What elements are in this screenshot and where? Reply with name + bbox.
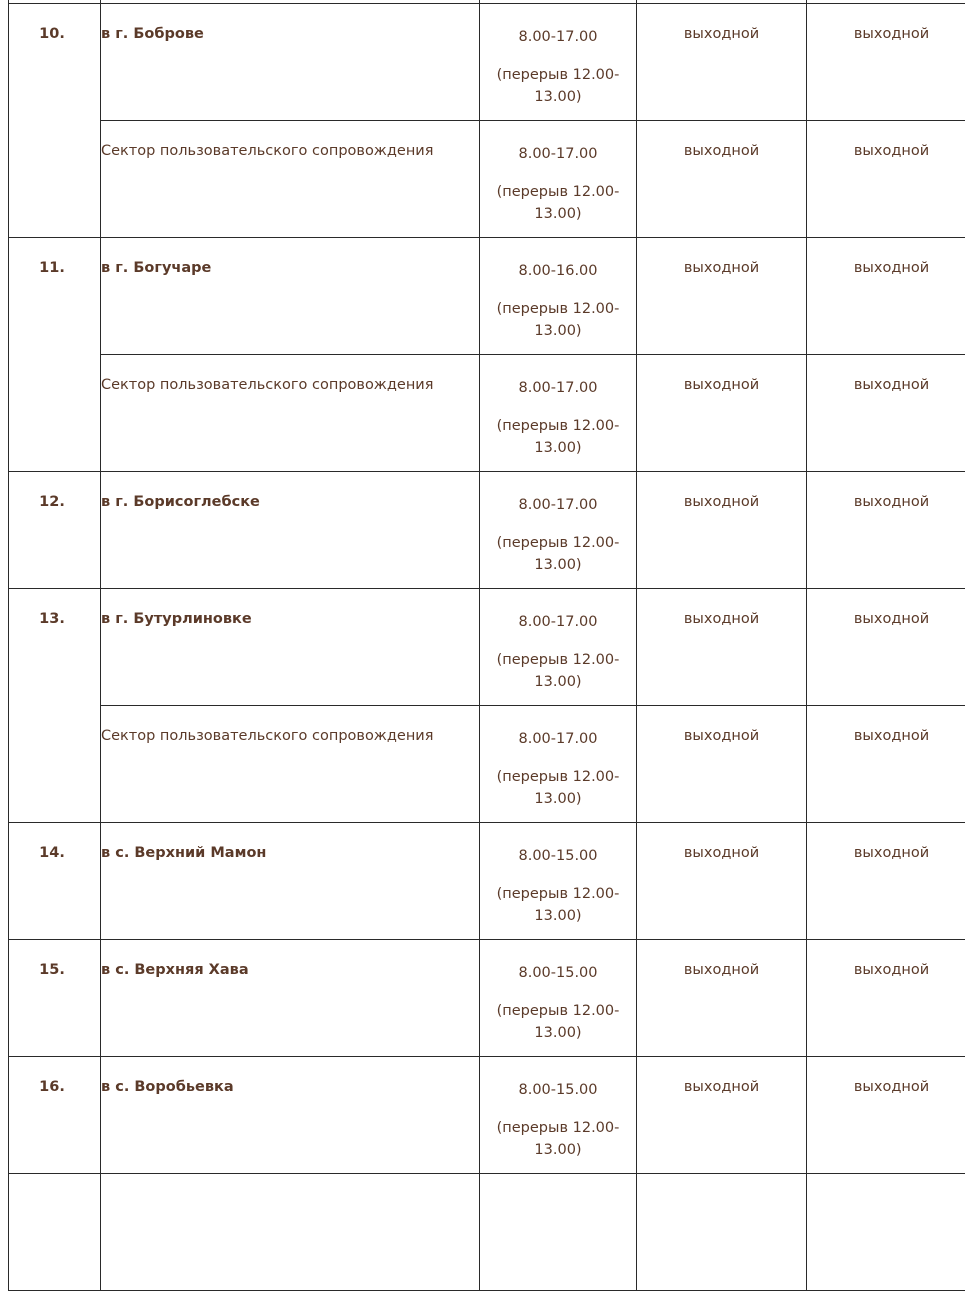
- row-number-cell: [9, 823, 101, 940]
- table-row: [9, 706, 965, 823]
- weekday-hours-cell: [480, 823, 637, 940]
- sunday-hours: выходной: [807, 1057, 965, 1174]
- table-row: [9, 589, 965, 706]
- office-name: в с. Воробьевка: [101, 1057, 480, 1174]
- working-hours: 8.00-17.00: [480, 377, 636, 399]
- office-name: в г. Бутурлиновке: [101, 589, 480, 706]
- office-name: в г. Боброве: [101, 4, 480, 121]
- office-name: Сектор пользовательского сопровождения: [101, 355, 480, 472]
- working-hours: 8.00-16.00: [480, 260, 636, 282]
- office-name: в г. Борисоглебске: [101, 472, 480, 589]
- table-row: [9, 472, 965, 589]
- saturday-hours: выходной: [637, 355, 807, 472]
- sunday-hours: выходной: [807, 4, 965, 121]
- saturday-hours: выходной: [637, 1057, 807, 1174]
- working-hours: 8.00-15.00: [480, 962, 636, 984]
- row-number: 16.: [39, 1079, 65, 1095]
- row-number: 15.: [39, 962, 65, 978]
- break-hours: (перерыв 12.00-13.00): [480, 181, 636, 225]
- break-hours: (перерыв 12.00-13.00): [480, 532, 636, 576]
- working-hours: 8.00-15.00: [480, 1079, 636, 1101]
- row-number: 10.: [39, 26, 65, 42]
- weekday-hours-cell: [480, 121, 637, 238]
- sunday-hours: выходной: [807, 238, 965, 355]
- row-number: 12.: [39, 494, 65, 510]
- saturday-hours: выходной: [637, 472, 807, 589]
- saturday-hours: выходной: [637, 121, 807, 238]
- break-hours: (перерыв 12.00-13.00): [480, 1000, 636, 1044]
- weekday-hours-cell: [480, 4, 637, 121]
- table-row: [9, 4, 965, 121]
- row-number-cell: [9, 238, 101, 472]
- row-number-cell: [9, 589, 101, 823]
- table-cell: [101, 1174, 480, 1291]
- saturday-hours: выходной: [637, 238, 807, 355]
- saturday-hours: выходной: [637, 940, 807, 1057]
- office-name: в г. Богучаре: [101, 238, 480, 355]
- weekday-hours-cell: [480, 355, 637, 472]
- break-hours: (перерыв 12.00-13.00): [480, 415, 636, 459]
- working-hours: 8.00-15.00: [480, 845, 636, 867]
- break-hours: (перерыв 12.00-13.00): [480, 766, 636, 810]
- office-name: Сектор пользовательского сопровождения: [101, 121, 480, 238]
- break-hours: (перерыв 12.00-13.00): [480, 649, 636, 693]
- table-cell: [9, 1174, 101, 1291]
- saturday-hours: выходной: [637, 823, 807, 940]
- weekday-hours-cell: [480, 589, 637, 706]
- row-number-cell: [9, 940, 101, 1057]
- break-hours: (перерыв 12.00-13.00): [480, 64, 636, 108]
- row-number-cell: [9, 1057, 101, 1174]
- sunday-hours: выходной: [807, 121, 965, 238]
- table-row: [9, 940, 965, 1057]
- sunday-hours: выходной: [807, 940, 965, 1057]
- table-row: [9, 238, 965, 355]
- working-hours: 8.00-17.00: [480, 611, 636, 633]
- row-number-cell: [9, 4, 101, 238]
- row-number: 13.: [39, 611, 65, 627]
- saturday-hours: выходной: [637, 706, 807, 823]
- working-hours: 8.00-17.00: [480, 143, 636, 165]
- table-row-partial: [9, 1174, 965, 1291]
- sunday-hours: выходной: [807, 706, 965, 823]
- row-number: 11.: [39, 260, 65, 276]
- working-hours: 8.00-17.00: [480, 728, 636, 750]
- working-hours: 8.00-17.00: [480, 494, 636, 516]
- table-cell: [480, 1174, 637, 1291]
- working-hours: 8.00-17.00: [480, 26, 636, 48]
- row-number: 14.: [39, 845, 65, 861]
- saturday-hours: выходной: [637, 589, 807, 706]
- table-cell: [637, 1174, 807, 1291]
- sunday-hours: выходной: [807, 823, 965, 940]
- office-name: в с. Верхняя Хава: [101, 940, 480, 1057]
- table-row: [9, 823, 965, 940]
- table-cell: [807, 1174, 965, 1291]
- table-row: [9, 355, 965, 472]
- sunday-hours: выходной: [807, 589, 965, 706]
- schedule-table: [8, 0, 965, 1291]
- break-hours: (перерыв 12.00-13.00): [480, 298, 636, 342]
- weekday-hours-cell: [480, 1057, 637, 1174]
- row-number-cell: [9, 472, 101, 589]
- saturday-hours: выходной: [637, 4, 807, 121]
- weekday-hours-cell: [480, 472, 637, 589]
- weekday-hours-cell: [480, 940, 637, 1057]
- sunday-hours: выходной: [807, 355, 965, 472]
- office-name: в с. Верхний Мамон: [101, 823, 480, 940]
- table-row: [9, 1057, 965, 1174]
- weekday-hours-cell: [480, 238, 637, 355]
- weekday-hours-cell: [480, 706, 637, 823]
- sunday-hours: выходной: [807, 472, 965, 589]
- break-hours: (перерыв 12.00-13.00): [480, 1117, 636, 1161]
- office-name: Сектор пользовательского сопровождения: [101, 706, 480, 823]
- table-row: [9, 121, 965, 238]
- break-hours: (перерыв 12.00-13.00): [480, 883, 636, 927]
